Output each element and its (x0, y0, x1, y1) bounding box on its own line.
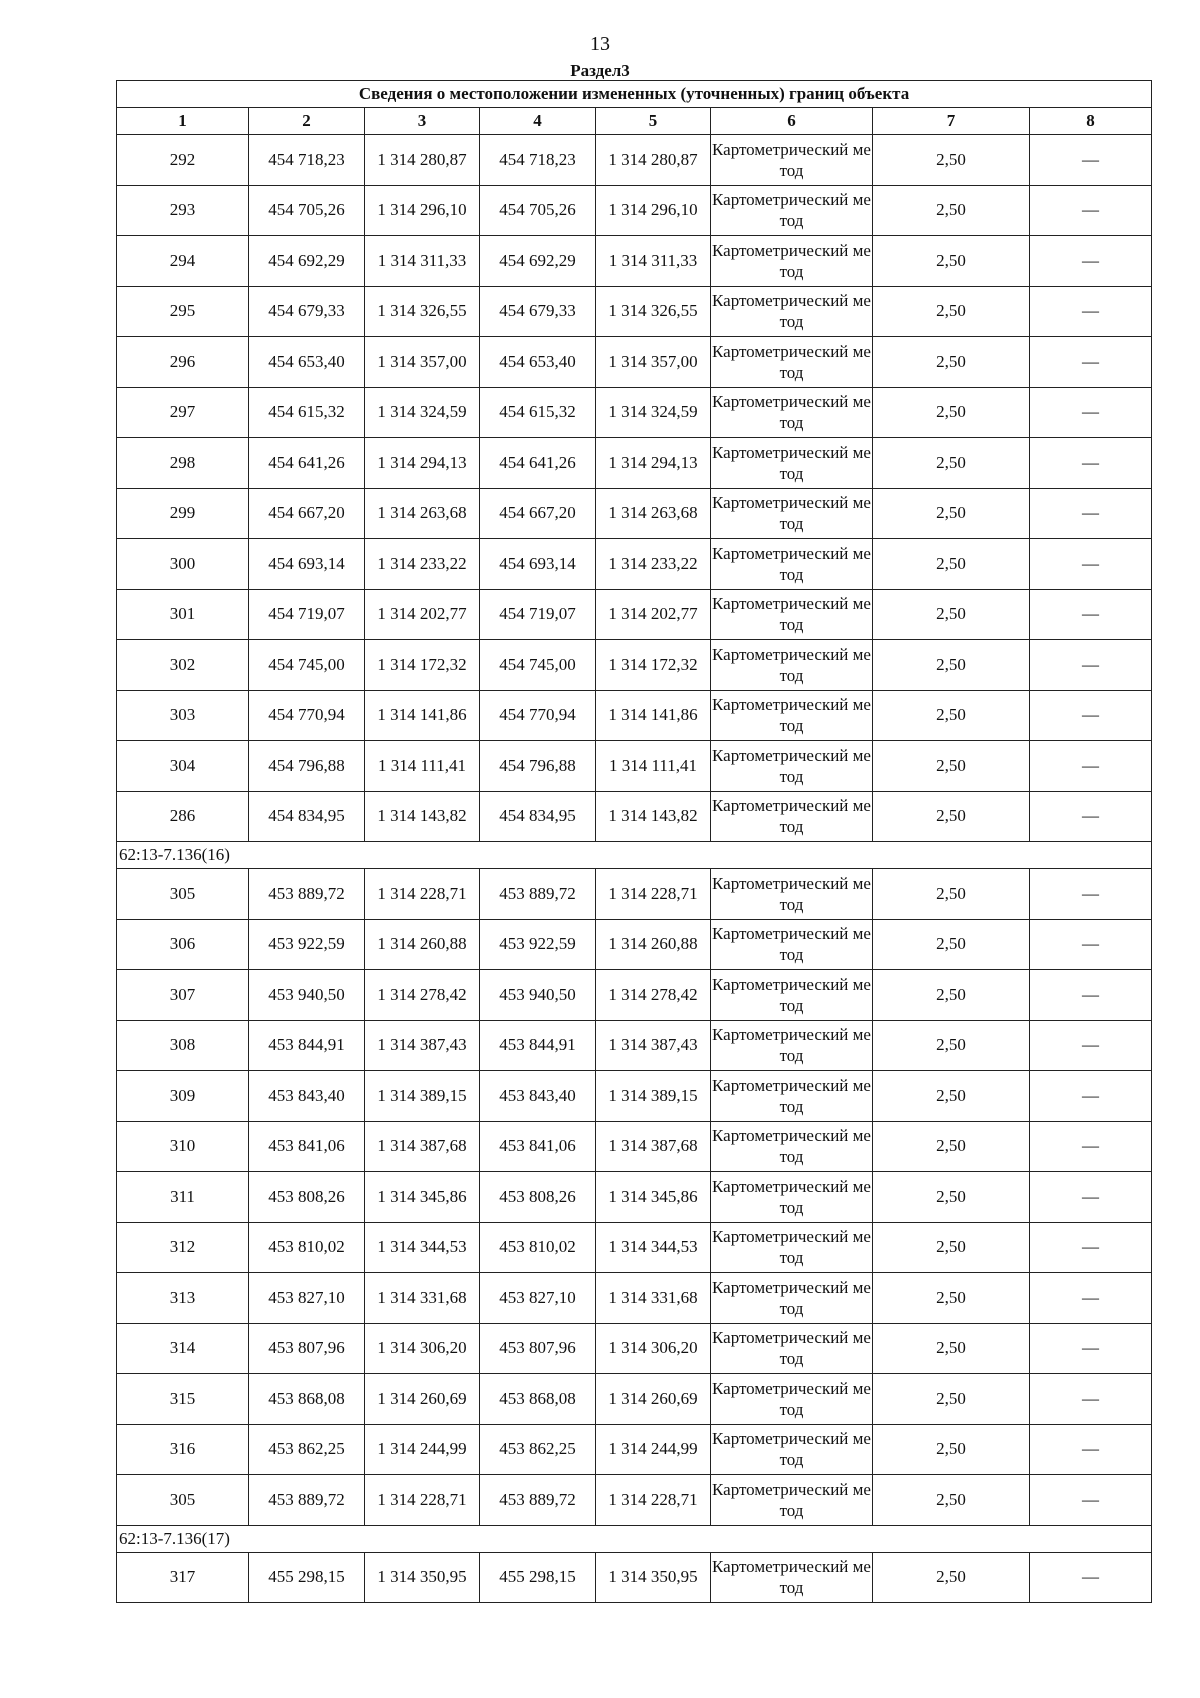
description-cell: — (1030, 236, 1152, 287)
y-refined-cell: 1 314 260,69 (596, 1374, 711, 1425)
y-refined-cell: 1 314 311,33 (596, 236, 711, 287)
x-refined-cell: 453 807,96 (480, 1323, 596, 1374)
description-cell: — (1030, 741, 1152, 792)
method-cell: Картометрический метод (711, 1222, 873, 1273)
x-existing-cell: 455 298,15 (249, 1552, 365, 1603)
x-refined-cell: 454 745,00 (480, 640, 596, 691)
table-row (117, 640, 1152, 691)
y-refined-cell: 1 314 278,42 (596, 970, 711, 1021)
x-existing-cell: 453 810,02 (249, 1222, 365, 1273)
table-row (117, 539, 1152, 590)
y-refined-cell: 1 314 263,68 (596, 488, 711, 539)
y-existing-cell: 1 314 260,69 (365, 1374, 480, 1425)
x-existing-cell: 454 693,14 (249, 539, 365, 590)
accuracy-cell: 2,50 (873, 1374, 1030, 1425)
description-cell: — (1030, 337, 1152, 388)
table-title: Сведения о местоположении измененных (уточненных) границ объекта (117, 81, 1152, 108)
x-refined-cell: 453 827,10 (480, 1273, 596, 1324)
x-existing-cell: 453 844,91 (249, 1020, 365, 1071)
method-cell: Картометрический метод (711, 791, 873, 842)
x-refined-cell: 454 770,94 (480, 690, 596, 741)
method-cell: Картометрический метод (711, 741, 873, 792)
x-refined-cell: 453 889,72 (480, 869, 596, 920)
point-number-cell: 295 (117, 286, 249, 337)
method-cell: Картометрический метод (711, 1273, 873, 1324)
table-row (117, 1374, 1152, 1425)
y-existing-cell: 1 314 263,68 (365, 488, 480, 539)
method-cell: Картометрический метод (711, 919, 873, 970)
x-existing-cell: 453 868,08 (249, 1374, 365, 1425)
accuracy-cell: 2,50 (873, 589, 1030, 640)
point-number-cell: 310 (117, 1121, 249, 1172)
column-header-row (117, 108, 1152, 135)
accuracy-cell: 2,50 (873, 1071, 1030, 1122)
y-existing-cell: 1 314 357,00 (365, 337, 480, 388)
y-refined-cell: 1 314 344,53 (596, 1222, 711, 1273)
table-row (117, 970, 1152, 1021)
x-existing-cell: 453 862,25 (249, 1424, 365, 1475)
y-refined-cell: 1 314 260,88 (596, 919, 711, 970)
accuracy-cell: 2,50 (873, 1222, 1030, 1273)
method-cell: Картометрический метод (711, 1020, 873, 1071)
section-label: Раздел3 (570, 61, 630, 80)
table-row (117, 387, 1152, 438)
accuracy-cell: 2,50 (873, 1121, 1030, 1172)
y-refined-cell: 1 314 233,22 (596, 539, 711, 590)
accuracy-cell: 2,50 (873, 869, 1030, 920)
accuracy-cell: 2,50 (873, 640, 1030, 691)
point-number-cell: 286 (117, 791, 249, 842)
y-existing-cell: 1 314 387,43 (365, 1020, 480, 1071)
x-existing-cell: 454 834,95 (249, 791, 365, 842)
y-refined-cell: 1 314 350,95 (596, 1552, 711, 1603)
accuracy-cell: 2,50 (873, 1172, 1030, 1223)
column-header: 1 (117, 108, 249, 135)
x-existing-cell: 453 843,40 (249, 1071, 365, 1122)
x-refined-cell: 454 796,88 (480, 741, 596, 792)
method-cell: Картометрический метод (711, 539, 873, 590)
x-existing-cell: 454 679,33 (249, 286, 365, 337)
table-row (117, 236, 1152, 287)
accuracy-cell: 2,50 (873, 1323, 1030, 1374)
description-cell: — (1030, 1172, 1152, 1223)
x-refined-cell: 454 693,14 (480, 539, 596, 590)
x-refined-cell: 453 868,08 (480, 1374, 596, 1425)
description-cell: — (1030, 438, 1152, 489)
y-refined-cell: 1 314 172,32 (596, 640, 711, 691)
x-existing-cell: 454 719,07 (249, 589, 365, 640)
x-existing-cell: 454 641,26 (249, 438, 365, 489)
x-existing-cell: 454 770,94 (249, 690, 365, 741)
point-number-cell: 297 (117, 387, 249, 438)
table-row (117, 791, 1152, 842)
x-existing-cell: 454 705,26 (249, 185, 365, 236)
x-existing-cell: 454 615,32 (249, 387, 365, 438)
x-refined-cell: 454 641,26 (480, 438, 596, 489)
x-refined-cell: 454 705,26 (480, 185, 596, 236)
table-row (117, 1121, 1152, 1172)
y-refined-cell: 1 314 326,55 (596, 286, 711, 337)
description-cell: — (1030, 1071, 1152, 1122)
accuracy-cell: 2,50 (873, 1424, 1030, 1475)
accuracy-cell: 2,50 (873, 1020, 1030, 1071)
method-cell: Картометрический метод (711, 970, 873, 1021)
x-refined-cell: 454 653,40 (480, 337, 596, 388)
table-row (117, 1323, 1152, 1374)
method-cell: Картометрический метод (711, 869, 873, 920)
column-header: 8 (1030, 108, 1152, 135)
y-refined-cell: 1 314 111,41 (596, 741, 711, 792)
y-existing-cell: 1 314 389,15 (365, 1071, 480, 1122)
method-cell: Картометрический метод (711, 1424, 873, 1475)
accuracy-cell: 2,50 (873, 741, 1030, 792)
x-refined-cell: 455 298,15 (480, 1552, 596, 1603)
x-existing-cell: 454 667,20 (249, 488, 365, 539)
y-existing-cell: 1 314 294,13 (365, 438, 480, 489)
x-existing-cell: 453 807,96 (249, 1323, 365, 1374)
x-existing-cell: 453 922,59 (249, 919, 365, 970)
accuracy-cell: 2,50 (873, 135, 1030, 186)
x-refined-cell: 453 843,40 (480, 1071, 596, 1122)
method-cell: Картометрический метод (711, 185, 873, 236)
x-refined-cell: 454 834,95 (480, 791, 596, 842)
x-refined-cell: 454 615,32 (480, 387, 596, 438)
column-header: 5 (596, 108, 711, 135)
x-existing-cell: 453 841,06 (249, 1121, 365, 1172)
point-number-cell: 317 (117, 1552, 249, 1603)
y-refined-cell: 1 314 387,43 (596, 1020, 711, 1071)
x-refined-cell: 453 808,26 (480, 1172, 596, 1223)
table-row (117, 1424, 1152, 1475)
description-cell: — (1030, 1552, 1152, 1603)
table-row (117, 1020, 1152, 1071)
x-existing-cell: 453 889,72 (249, 869, 365, 920)
x-existing-cell: 454 653,40 (249, 337, 365, 388)
table-row (117, 690, 1152, 741)
y-refined-cell: 1 314 345,86 (596, 1172, 711, 1223)
accuracy-cell: 2,50 (873, 236, 1030, 287)
column-header: 4 (480, 108, 596, 135)
point-number-cell: 305 (117, 869, 249, 920)
y-refined-cell: 1 314 143,82 (596, 791, 711, 842)
point-number-cell: 293 (117, 185, 249, 236)
table-row (117, 185, 1152, 236)
y-existing-cell: 1 314 141,86 (365, 690, 480, 741)
description-cell: — (1030, 286, 1152, 337)
y-refined-cell: 1 314 324,59 (596, 387, 711, 438)
y-existing-cell: 1 314 228,71 (365, 1475, 480, 1526)
column-header: 3 (365, 108, 480, 135)
description-cell: — (1030, 970, 1152, 1021)
description-cell: — (1030, 185, 1152, 236)
accuracy-cell: 2,50 (873, 1475, 1030, 1526)
table-row (117, 919, 1152, 970)
accuracy-cell: 2,50 (873, 488, 1030, 539)
point-number-cell: 306 (117, 919, 249, 970)
group-label: 62:13-7.136(16) (117, 842, 1152, 869)
description-cell: — (1030, 135, 1152, 186)
table-row (117, 488, 1152, 539)
description-cell: — (1030, 1121, 1152, 1172)
y-existing-cell: 1 314 387,68 (365, 1121, 480, 1172)
boundary-coordinates-table (116, 80, 1152, 1603)
point-number-cell: 301 (117, 589, 249, 640)
accuracy-cell: 2,50 (873, 387, 1030, 438)
description-cell: — (1030, 1020, 1152, 1071)
description-cell: — (1030, 539, 1152, 590)
x-refined-cell: 453 862,25 (480, 1424, 596, 1475)
description-cell: — (1030, 791, 1152, 842)
x-existing-cell: 453 827,10 (249, 1273, 365, 1324)
y-existing-cell: 1 314 278,42 (365, 970, 480, 1021)
method-cell: Картометрический метод (711, 640, 873, 691)
y-existing-cell: 1 314 111,41 (365, 741, 480, 792)
y-existing-cell: 1 314 311,33 (365, 236, 480, 287)
description-cell: — (1030, 1374, 1152, 1425)
point-number-cell: 299 (117, 488, 249, 539)
table-row (117, 589, 1152, 640)
point-number-cell: 303 (117, 690, 249, 741)
method-cell: Картометрический метод (711, 286, 873, 337)
point-number-cell: 311 (117, 1172, 249, 1223)
table-body (117, 135, 1152, 1603)
method-cell: Картометрический метод (711, 1172, 873, 1223)
accuracy-cell: 2,50 (873, 690, 1030, 741)
x-existing-cell: 454 745,00 (249, 640, 365, 691)
x-refined-cell: 453 889,72 (480, 1475, 596, 1526)
y-existing-cell: 1 314 306,20 (365, 1323, 480, 1374)
table-row (117, 337, 1152, 388)
point-number-cell: 294 (117, 236, 249, 287)
method-cell: Картометрический метод (711, 488, 873, 539)
method-cell: Картометрический метод (711, 589, 873, 640)
y-refined-cell: 1 314 306,20 (596, 1323, 711, 1374)
description-cell: — (1030, 869, 1152, 920)
point-number-cell: 298 (117, 438, 249, 489)
accuracy-cell: 2,50 (873, 337, 1030, 388)
method-cell: Картометрический метод (711, 1552, 873, 1603)
table-row (117, 135, 1152, 186)
y-refined-cell: 1 314 294,13 (596, 438, 711, 489)
accuracy-cell: 2,50 (873, 185, 1030, 236)
x-refined-cell: 453 844,91 (480, 1020, 596, 1071)
table-row (117, 1475, 1152, 1526)
point-number-cell: 305 (117, 1475, 249, 1526)
y-refined-cell: 1 314 141,86 (596, 690, 711, 741)
table-row (117, 869, 1152, 920)
x-refined-cell: 454 719,07 (480, 589, 596, 640)
point-number-cell: 300 (117, 539, 249, 590)
y-refined-cell: 1 314 228,71 (596, 1475, 711, 1526)
y-refined-cell: 1 314 387,68 (596, 1121, 711, 1172)
point-number-cell: 315 (117, 1374, 249, 1425)
description-cell: — (1030, 640, 1152, 691)
y-existing-cell: 1 314 344,53 (365, 1222, 480, 1273)
column-header: 7 (873, 108, 1030, 135)
y-refined-cell: 1 314 244,99 (596, 1424, 711, 1475)
y-existing-cell: 1 314 280,87 (365, 135, 480, 186)
accuracy-cell: 2,50 (873, 286, 1030, 337)
table-row (117, 1172, 1152, 1223)
method-cell: Картометрический метод (711, 387, 873, 438)
y-existing-cell: 1 314 296,10 (365, 185, 480, 236)
method-cell: Картометрический метод (711, 1323, 873, 1374)
accuracy-cell: 2,50 (873, 539, 1030, 590)
accuracy-cell: 2,50 (873, 791, 1030, 842)
accuracy-cell: 2,50 (873, 438, 1030, 489)
method-cell: Картометрический метод (711, 1475, 873, 1526)
y-refined-cell: 1 314 389,15 (596, 1071, 711, 1122)
method-cell: Картометрический метод (711, 1374, 873, 1425)
method-cell: Картометрический метод (711, 1071, 873, 1122)
point-number-cell: 296 (117, 337, 249, 388)
description-cell: — (1030, 1323, 1152, 1374)
point-number-cell: 312 (117, 1222, 249, 1273)
description-cell: — (1030, 488, 1152, 539)
accuracy-cell: 2,50 (873, 1273, 1030, 1324)
method-cell: Картометрический метод (711, 236, 873, 287)
point-number-cell: 313 (117, 1273, 249, 1324)
description-cell: — (1030, 589, 1152, 640)
accuracy-cell: 2,50 (873, 919, 1030, 970)
column-header: 2 (249, 108, 365, 135)
x-refined-cell: 453 810,02 (480, 1222, 596, 1273)
x-refined-cell: 454 667,20 (480, 488, 596, 539)
y-refined-cell: 1 314 228,71 (596, 869, 711, 920)
method-cell: Картометрический метод (711, 337, 873, 388)
y-existing-cell: 1 314 324,59 (365, 387, 480, 438)
method-cell: Картометрический метод (711, 690, 873, 741)
y-existing-cell: 1 314 233,22 (365, 539, 480, 590)
accuracy-cell: 2,50 (873, 970, 1030, 1021)
description-cell: — (1030, 690, 1152, 741)
description-cell: — (1030, 1424, 1152, 1475)
y-existing-cell: 1 314 350,95 (365, 1552, 480, 1603)
y-existing-cell: 1 314 202,77 (365, 589, 480, 640)
method-cell: Картометрический метод (711, 1121, 873, 1172)
table-row (117, 1071, 1152, 1122)
point-number-cell: 304 (117, 741, 249, 792)
page-number: 13 (590, 33, 610, 55)
group-row (117, 842, 1152, 869)
method-cell: Картометрический метод (711, 135, 873, 186)
method-cell: Картометрический метод (711, 438, 873, 489)
table-row (117, 438, 1152, 489)
x-existing-cell: 454 692,29 (249, 236, 365, 287)
point-number-cell: 308 (117, 1020, 249, 1071)
y-refined-cell: 1 314 357,00 (596, 337, 711, 388)
y-existing-cell: 1 314 331,68 (365, 1273, 480, 1324)
x-refined-cell: 453 940,50 (480, 970, 596, 1021)
y-existing-cell: 1 314 260,88 (365, 919, 480, 970)
y-existing-cell: 1 314 228,71 (365, 869, 480, 920)
table-row (117, 1273, 1152, 1324)
table-row (117, 1552, 1152, 1603)
y-existing-cell: 1 314 326,55 (365, 286, 480, 337)
accuracy-cell: 2,50 (873, 1552, 1030, 1603)
description-cell: — (1030, 919, 1152, 970)
y-refined-cell: 1 314 202,77 (596, 589, 711, 640)
x-refined-cell: 454 718,23 (480, 135, 596, 186)
y-refined-cell: 1 314 280,87 (596, 135, 711, 186)
y-refined-cell: 1 314 331,68 (596, 1273, 711, 1324)
description-cell: — (1030, 1222, 1152, 1273)
point-number-cell: 292 (117, 135, 249, 186)
x-existing-cell: 454 718,23 (249, 135, 365, 186)
x-refined-cell: 453 841,06 (480, 1121, 596, 1172)
description-cell: — (1030, 387, 1152, 438)
table-row (117, 286, 1152, 337)
y-existing-cell: 1 314 143,82 (365, 791, 480, 842)
y-existing-cell: 1 314 172,32 (365, 640, 480, 691)
x-refined-cell: 454 692,29 (480, 236, 596, 287)
y-refined-cell: 1 314 296,10 (596, 185, 711, 236)
x-existing-cell: 454 796,88 (249, 741, 365, 792)
point-number-cell: 307 (117, 970, 249, 1021)
y-existing-cell: 1 314 345,86 (365, 1172, 480, 1223)
x-existing-cell: 453 940,50 (249, 970, 365, 1021)
x-refined-cell: 453 922,59 (480, 919, 596, 970)
y-existing-cell: 1 314 244,99 (365, 1424, 480, 1475)
column-header: 6 (711, 108, 873, 135)
group-label: 62:13-7.136(17) (117, 1525, 1152, 1552)
group-row (117, 1525, 1152, 1552)
point-number-cell: 314 (117, 1323, 249, 1374)
point-number-cell: 309 (117, 1071, 249, 1122)
description-cell: — (1030, 1273, 1152, 1324)
description-cell: — (1030, 1475, 1152, 1526)
x-existing-cell: 453 889,72 (249, 1475, 365, 1526)
x-refined-cell: 454 679,33 (480, 286, 596, 337)
point-number-cell: 316 (117, 1424, 249, 1475)
point-number-cell: 302 (117, 640, 249, 691)
table-row (117, 1222, 1152, 1273)
x-existing-cell: 453 808,26 (249, 1172, 365, 1223)
table-row (117, 741, 1152, 792)
